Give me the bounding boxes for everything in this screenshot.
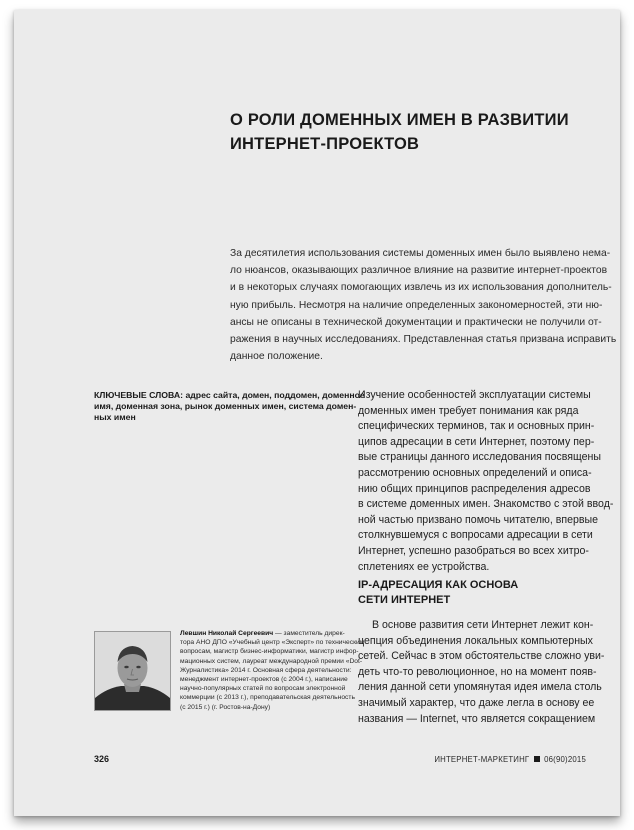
author-bio-line: вопросам, магистр бизнес-информатики, магистр инфор-: [180, 648, 359, 656]
title-line: ИНТЕРНЕТ-ПРОЕКТОВ: [230, 135, 420, 153]
body-line: ципов адресации в сети Интернет, поэтому пер-: [358, 435, 595, 448]
article-abstract: [230, 245, 617, 365]
body-line: в системе доменных имен. Знакомство с этой ввод-: [358, 498, 614, 511]
body-line: рассмотрению основных определений и описа-: [358, 466, 592, 479]
author-bio-line: коммерции (с 2013 г.), преподавательская деятельность: [180, 694, 355, 702]
author-bio-line: мационных систем, лауреат международной премии «Dot-: [180, 657, 363, 665]
author-name: Левшин Николай Сергеевич: [180, 630, 274, 637]
article-title: [230, 108, 610, 156]
author-bio-line: Журналистика» 2014 г. Основная сфера деятельности:: [180, 666, 352, 674]
body-line: значимый характер, что даже легла в основу ее: [358, 696, 595, 709]
section-heading-line: СЕТИ ИНТЕРНЕТ: [358, 593, 451, 606]
keywords-block: [94, 390, 365, 423]
body-line: столкнувшемуся с вопросами адресации в сети: [358, 529, 593, 542]
title-line: О РОЛИ ДОМЕННЫХ ИМЕН В РАЗВИТИИ: [230, 111, 569, 129]
author-bio: [180, 629, 365, 712]
body-line: вые страницы данного исследования посвящены: [358, 451, 601, 464]
section-paragraph: [358, 618, 613, 727]
journal-issue: 06(90)2015: [544, 755, 586, 764]
page-number: 326: [94, 754, 110, 764]
body-line: названия — Internet, что является сокращением: [358, 712, 596, 725]
body-line: доменных имен требует понимания как ряда: [358, 404, 579, 417]
abstract-line: ло нюансов, оказывающих различное влияние на развитие интернет-проектов: [230, 265, 608, 277]
body-line: деть что-то революционное, но на момент появ-: [358, 665, 597, 678]
body-line: нию общих принципов распределения адресов: [358, 482, 591, 495]
abstract-line: ражения в научных исследованиях. Представленная статья призвана исправить: [230, 334, 617, 346]
section-heading-line: IP-АДРЕСАЦИЯ КАК ОСНОВА: [358, 579, 519, 591]
body-line: ной частью призвано помочь читателю, впервые: [358, 513, 599, 526]
author-bio-line: (с 2015 г.) (г. Ростов-на-Дону): [180, 703, 271, 711]
abstract-line: За десятилетия использования системы доменных имен было выявлено нема-: [230, 248, 611, 259]
abstract-line: ансы не описаны в технической документации и практически не получили от-: [230, 316, 602, 328]
body-line: цепция объединения локальных компьютерных: [358, 634, 593, 647]
abstract-line: и в некоторых случаях помогающих извлечь из их использования дополнитель-: [230, 282, 612, 294]
square-bullet-icon: [534, 756, 540, 762]
author-bio-line: Левшин Николай Сергеевич — заместитель дирек-: [180, 630, 345, 637]
author-photo: [94, 631, 171, 711]
body-line: специфических терминов, так и основных прин-: [358, 420, 595, 433]
author-bio-line: научно-популярных статей по вопросам электронной: [180, 685, 346, 693]
document-page: [14, 10, 620, 816]
body-line: сетей. Сейчас в этом обстоятельстве сложно уви-: [358, 650, 605, 663]
section-heading: [358, 578, 613, 607]
author-portrait-icon: [95, 632, 170, 710]
body-line: Изучение особенностей эксплуатации системы: [358, 389, 591, 401]
body-line: ления данной сети упомянутая идея имела столь: [358, 681, 602, 694]
body-line: Интернет, успешно разобраться во всех хитро-: [358, 544, 589, 557]
body-line: сплетениях ее устройства.: [358, 560, 490, 573]
abstract-line: ную прибыль. Несмотря на наличие определенных закономерностей, эти ню-: [230, 299, 603, 311]
journal-name: ИНТЕРНЕТ-МАРКЕТИНГ: [434, 755, 530, 764]
abstract-line: данное положение.: [230, 351, 323, 363]
body-line: В основе развития сети Интернет лежит кон-: [372, 619, 594, 631]
keywords-line: имя, доменная зона, рынок доменных имен, система домен-: [94, 401, 357, 411]
author-bio-line: менеджмент интернет-проектов (с 2004 г.), написание: [180, 676, 348, 684]
keywords-line: КЛЮЧЕВЫЕ СЛОВА: адрес сайта, домен, поддомен, доменное: [94, 390, 365, 400]
intro-paragraph: [358, 388, 613, 575]
keywords-line: ных имен: [94, 412, 136, 422]
author-bio-line: тора АНО ДПО «Учебный центр «Эксперт» по техническим: [180, 639, 365, 647]
journal-footer: [434, 755, 586, 764]
